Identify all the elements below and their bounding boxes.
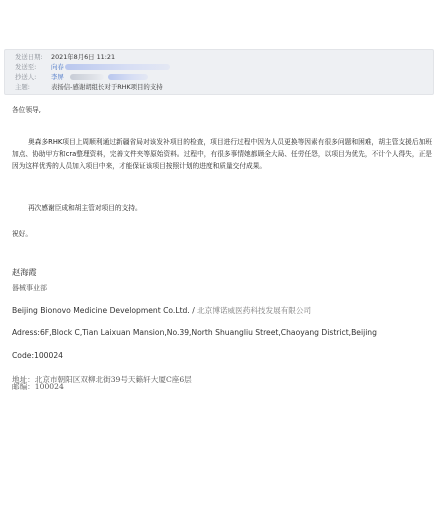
redacted-email — [65, 64, 170, 70]
greeting: 各位领导, — [12, 106, 41, 114]
redacted-cc-email — [108, 74, 148, 80]
subject-label: 主题: — [15, 83, 30, 91]
signature-postcode-clipped — [12, 382, 64, 395]
subject-value: 表扬信-感谢胡组长对于RHK项目的支持 — [51, 83, 163, 91]
signature-code: Code:100024 — [12, 351, 63, 360]
company-name-en: Beijing Bionovo Medicine Development Co.Ltd. / — [12, 306, 198, 315]
sent-date-value: 2021年8月6日 11:21 — [51, 53, 116, 61]
subject-row — [15, 82, 163, 93]
sent-date-label: 发送日期: — [15, 53, 43, 61]
signature-address-en: Adress:6F,Block C,Tian Laixuan Mansion,No.39,North Shuangliu Street,Chaoyang District,Beijing — [12, 328, 377, 337]
closing: 祝好。 — [12, 230, 33, 238]
signature-name: 赵海霞 — [12, 267, 37, 277]
cc-value[interactable]: 李屏 — [51, 73, 64, 81]
email-header — [4, 49, 434, 95]
signature-company — [12, 305, 311, 316]
recipient-value[interactable]: 向春 — [51, 63, 64, 71]
signature-address-cn: 地址：北京市朝阳区双柳北街39号天籁轩大厦C座6层 — [12, 375, 192, 384]
recipient-label: 发送至: — [15, 63, 37, 71]
signature-postcode: 邮编：100024 — [12, 382, 64, 391]
redacted-cc-name — [70, 74, 104, 80]
cc-label: 抄送人: — [15, 73, 37, 81]
company-name-cn: 北京博诺威医药科技发展有限公司 — [197, 306, 312, 315]
body-paragraph-2: 再次感谢臣成和胡主管对项目的支持。 — [28, 204, 142, 212]
body-paragraph-1: 奥森多RHK项目上周顺利通过新疆省局对该发补项目的检查，项目进行过程中因为人员更换等因素有很多问题和困难，胡主管支援后加班加点、协助甲方和cra整理资料，完善文件夹等原始资料。过程中，有很多事情她都顾全大局、任劳任怨，以项目为优先，不计个人得失，正是因为这样优秀的人员加入项目中来，才能保证该项目按照计划的进度和质量交付成果。 — [12, 138, 432, 171]
signature-department: 器械事业部 — [12, 284, 47, 292]
